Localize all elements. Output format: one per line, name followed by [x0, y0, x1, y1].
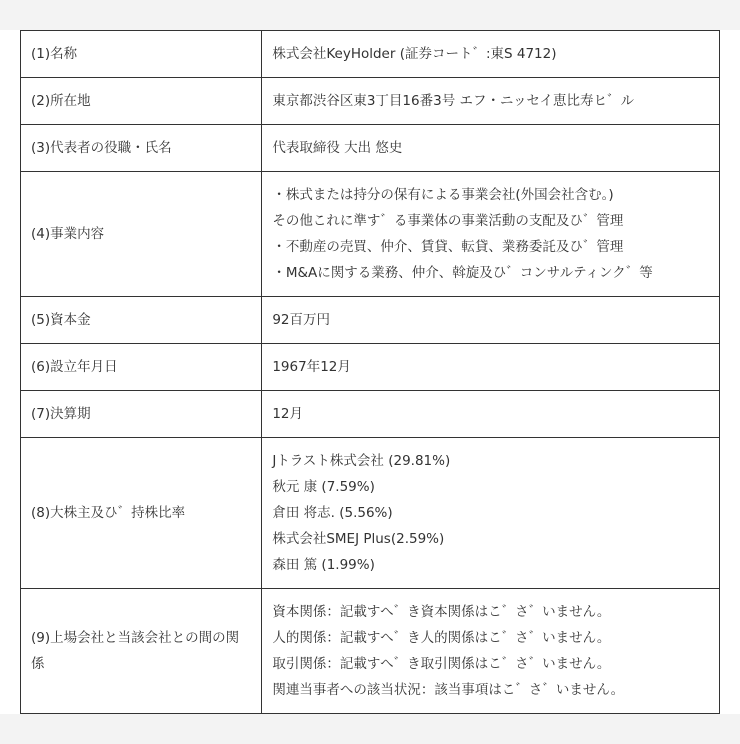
row-value	[262, 78, 720, 125]
value-line: その他これに準す゛る事業体の事業活動の支配及ひ゛管理	[272, 213, 624, 229]
row-label: (2)所在地	[21, 78, 262, 125]
table-row-fiscal-period	[21, 391, 720, 438]
table-row-business	[21, 172, 720, 297]
row-label: (7)決算期	[21, 391, 262, 438]
row-label: (3)代表者の役職・氏名	[21, 125, 262, 172]
document-page	[0, 30, 740, 714]
value-line: 秋元 康 (7.59%)	[272, 479, 375, 495]
table-row-address	[21, 78, 720, 125]
row-value	[262, 589, 720, 714]
value-line: 代表取締役 大出 悠史	[272, 140, 403, 156]
value-line: ・M&Aに関する業務、仲介、斡旋及ひ゛コンサルティンク゛等	[272, 265, 653, 281]
table-row-representative	[21, 125, 720, 172]
value-line: 資本関係：記載すへ゛き資本関係はこ゛さ゛いません。	[272, 604, 611, 620]
table-row-name	[21, 31, 720, 78]
row-value	[262, 391, 720, 438]
value-line: 森田 篤 (1.99%)	[272, 557, 375, 573]
value-line: 人的関係：記載すへ゛き人的関係はこ゛さ゛いません。	[272, 630, 611, 646]
row-label-text: (9)上場会社と当該会社との間の関係	[31, 630, 240, 672]
company-overview-table	[20, 30, 720, 714]
row-label: (8)大株主及ひ゛持株比率	[21, 438, 262, 589]
row-value	[262, 31, 720, 78]
value-line: 92百万円	[272, 312, 331, 328]
row-label: (6)設立年月日	[21, 344, 262, 391]
value-line: Jトラスト株式会社 (29.81%)	[272, 453, 451, 469]
table-row-shareholders	[21, 438, 720, 589]
row-label	[21, 589, 262, 714]
row-value	[262, 125, 720, 172]
table-row-established	[21, 344, 720, 391]
value-line: 株式会社SMEJ Plus(2.59%)	[272, 531, 445, 547]
value-line: 東京都渋谷区東3丁目16番3号 エフ・ニッセイ恵比寿ヒ゛ル	[272, 93, 635, 109]
row-value	[262, 344, 720, 391]
table-row-capital	[21, 297, 720, 344]
value-line: ・株式または持分の保有による事業会社(外国会社含む。)	[272, 187, 614, 203]
row-value	[262, 172, 720, 297]
row-value	[262, 297, 720, 344]
table-row-relationship	[21, 589, 720, 714]
row-value	[262, 438, 720, 589]
value-line: 関連当事者への該当状況：該当事項はこ゛さ゛いません。	[272, 682, 625, 698]
row-label: (4)事業内容	[21, 172, 262, 297]
row-label: (5)資本金	[21, 297, 262, 344]
value-line: 株式会社KeyHolder (証券コート゛:東S 4712)	[272, 46, 557, 62]
value-line: 12月	[272, 406, 304, 422]
row-label: (1)名称	[21, 31, 262, 78]
value-line: ・不動産の売買、仲介、賃貸、転貸、業務委託及ひ゛管理	[272, 239, 624, 255]
value-line: 取引関係：記載すへ゛き取引関係はこ゛さ゛いません。	[272, 656, 611, 672]
value-line: 1967年12月	[272, 359, 351, 375]
value-line: 倉田 将志. (5.56%)	[272, 505, 393, 521]
